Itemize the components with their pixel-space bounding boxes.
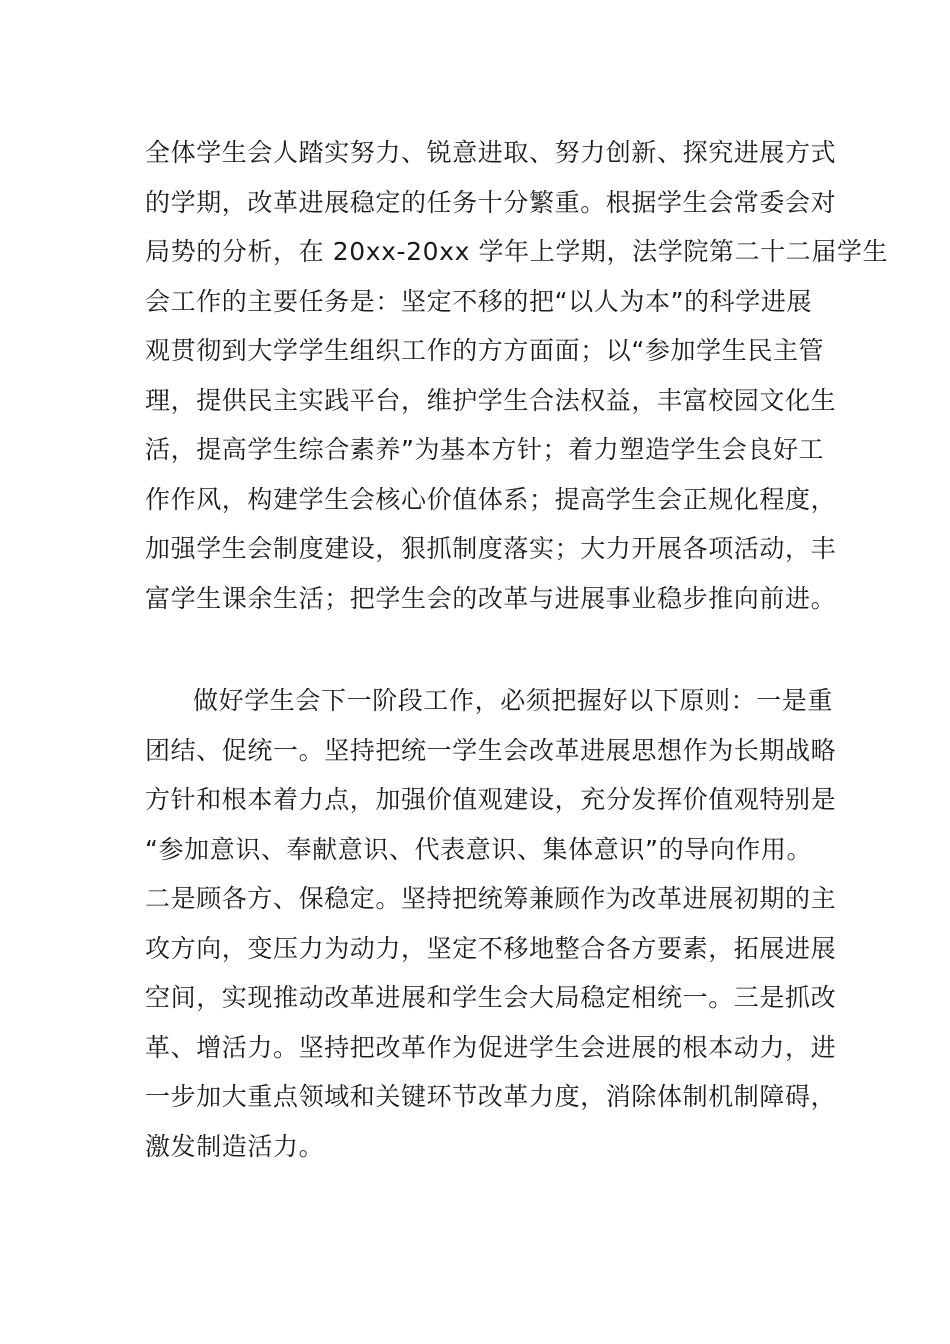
text-line: “参加意识、奉献意识、代表意识、集体意识”的导向作用。 (145, 834, 813, 864)
text-line: 二是顾各方、保稳定。坚持把统筹兼顾作为改革进展初期的主 (145, 884, 837, 913)
text-line: 富学生课余生活；把学生会的改革与进展事业稳步推向前进。 (145, 583, 837, 613)
text-line: 激发制造活力。 (145, 1131, 325, 1161)
text-line: 团结、促统一。坚持把统一学生会改革进展思想作为长期战略 (145, 735, 837, 765)
body-paragraph-1 (145, 128, 889, 623)
text-line-indented: 做好学生会下一阶段工作，必须把握好以下原则：一是重 (193, 686, 834, 715)
text-line: 作作风，构建学生会核心价值体系；提高学生会正规化程度， (145, 484, 837, 514)
text-line: 观贯彻到大学学生组织工作的方方面面；以“参加学生民主管 (145, 336, 825, 365)
text-line: 方针和根本着力点，加强价值观建设，充分发挥价值观特别是 (145, 785, 837, 814)
text-line: 空间，实现推动改革进展和学生会大局稳定相统一。三是抓改 (145, 983, 837, 1012)
text-line: 一步加大重点领域和关键环节改革力度，消除体制机制障碍， (145, 1082, 837, 1111)
text-line: 革、增活力。坚持把改革作为促进学生会进展的根本动力，进 (145, 1032, 837, 1062)
text-line: 局势的分析，在 20xx-20xx 学年上学期，法学院第二十二届学生 (145, 237, 889, 266)
text-line: 会工作的主要任务是：坚定不移的把“以人为本”的科学进展 (145, 286, 813, 316)
text-line: 加强学生会制度建设，狠抓制度落实；大力开展各项活动，丰 (145, 534, 837, 563)
text-line: 理，提供民主实践平台，维护学生合法权益，丰富校园文化生 (145, 385, 837, 415)
body-paragraph-2 (145, 676, 837, 1171)
text-line: 的学期，改革进展稳定的任务十分繁重。根据学生会常委会对 (145, 187, 837, 217)
text-line: 全体学生会人踏实努力、锐意进取、努力创新、探究进展方式 (145, 138, 837, 167)
text-line: 攻方向，变压力为动力，坚定不移地整合各方要素，拓展进展 (145, 933, 837, 963)
text-line: 活，提高学生综合素养”为基本方针；着力塑造学生会良好工 (145, 435, 825, 464)
